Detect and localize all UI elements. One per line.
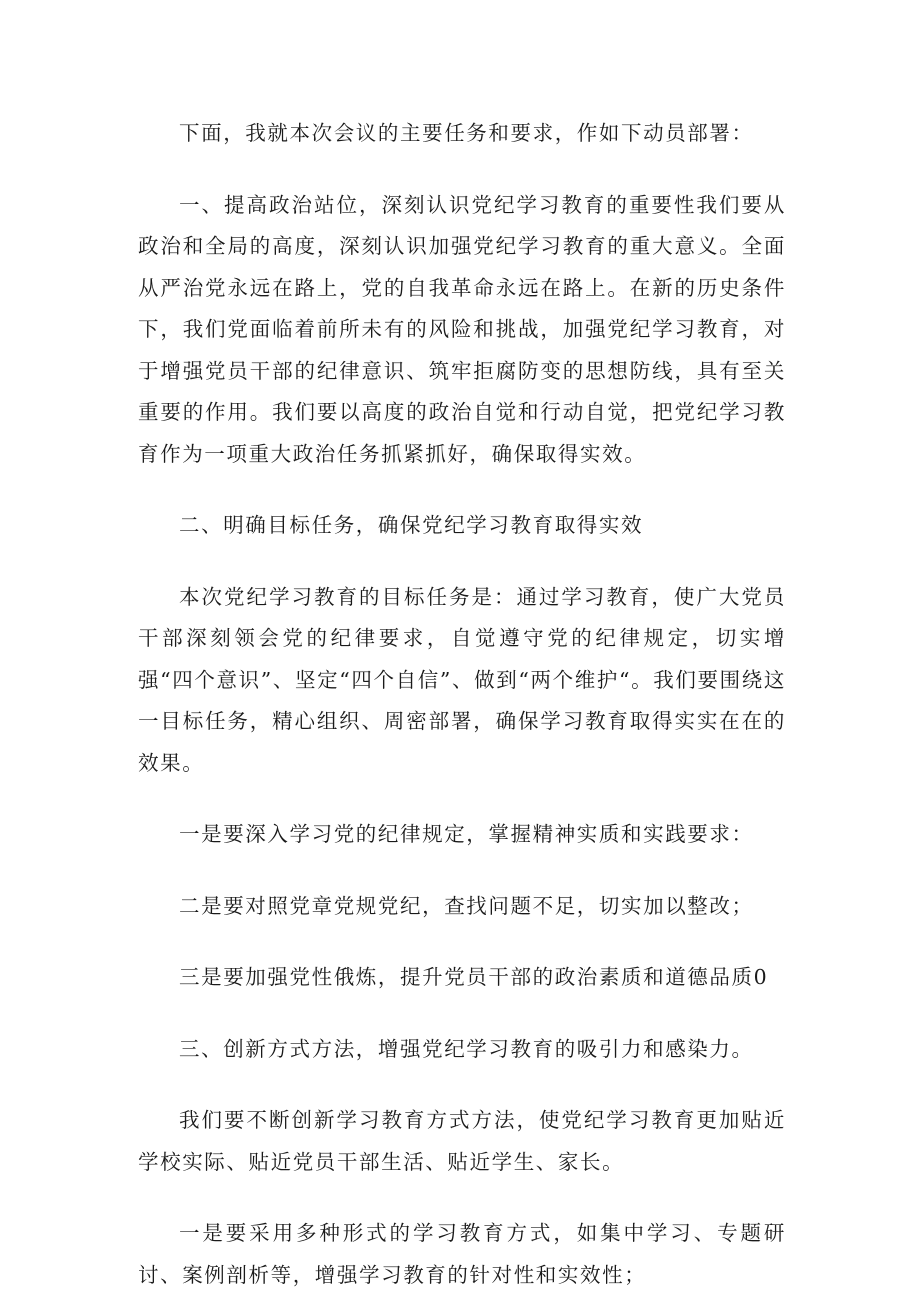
- paragraph-section-two-heading: 二、明确目标任务，确保党纪学习教育取得实效: [179, 513, 644, 537]
- paragraph-item-one: 一是要深入学习党的纪律规定，掌握精神实质和实践要求：: [179, 822, 754, 846]
- paragraph-item-three: 三是要加强党性俄炼，提升党员干部的政治素质和道德品质0: [179, 965, 769, 989]
- paragraph-intro: 下面，我就本次会议的主要任务和要求，作如下动员部署：: [179, 121, 754, 145]
- paragraph-section-three-heading: 三、创新方式方法，增强党纪学习教育的吸引力和感染力。: [179, 1036, 754, 1061]
- paragraph-section-three-body: 我们要不断创新学习教育方式方法，使党纪学习教育更加贴近学校实际、贴近党员干部生活、贴近学生、家长。: [138, 1108, 786, 1174]
- paragraph-section-two-body: 本次党纪学习教育的目标任务是：通过学习教育，使广大党员干部深刻领会党的纪律要求，自觉遵守党的纪律规定，切实增强“四个意识”、坚定“四个自信”、做到“两个维护“。我们要围绕这一目标任务，精心组织、周密部署，确保学习教育取得实实在在的效果。: [138, 584, 786, 775]
- document-body: [138, 113, 786, 1296]
- paragraph-item-two: 二是要对照党章党规党纪，查找问题不足，切实加以整改；: [179, 893, 754, 918]
- paragraph-section-one: 一、提高政治站位，深刻认识党纪学习教育的重要性我们要从政治和全局的高度，深刻认识加强党纪学习教育的重大意义。全面从严治党永远在路上，党的自我革命永远在路上。在新的历史条件下，我们党面临着前所未有的风险和挑战，加强党纪学习教育，对于增强党员干部的纪律意识、筑牢拒腐防变的思想防线，具有至关重要的作用。我们要以高度的政治自觉和行动自觉，把党纪学习教育作为一项重大政治任务抓紧抓好，确保取得实效。: [138, 192, 786, 466]
- paragraph-section-three-item-one: 一是要采用多种形式的学习教育方式，如集中学习、专题研讨、案例剖析等，增强学习教育的针对性和实效性；: [138, 1221, 786, 1287]
